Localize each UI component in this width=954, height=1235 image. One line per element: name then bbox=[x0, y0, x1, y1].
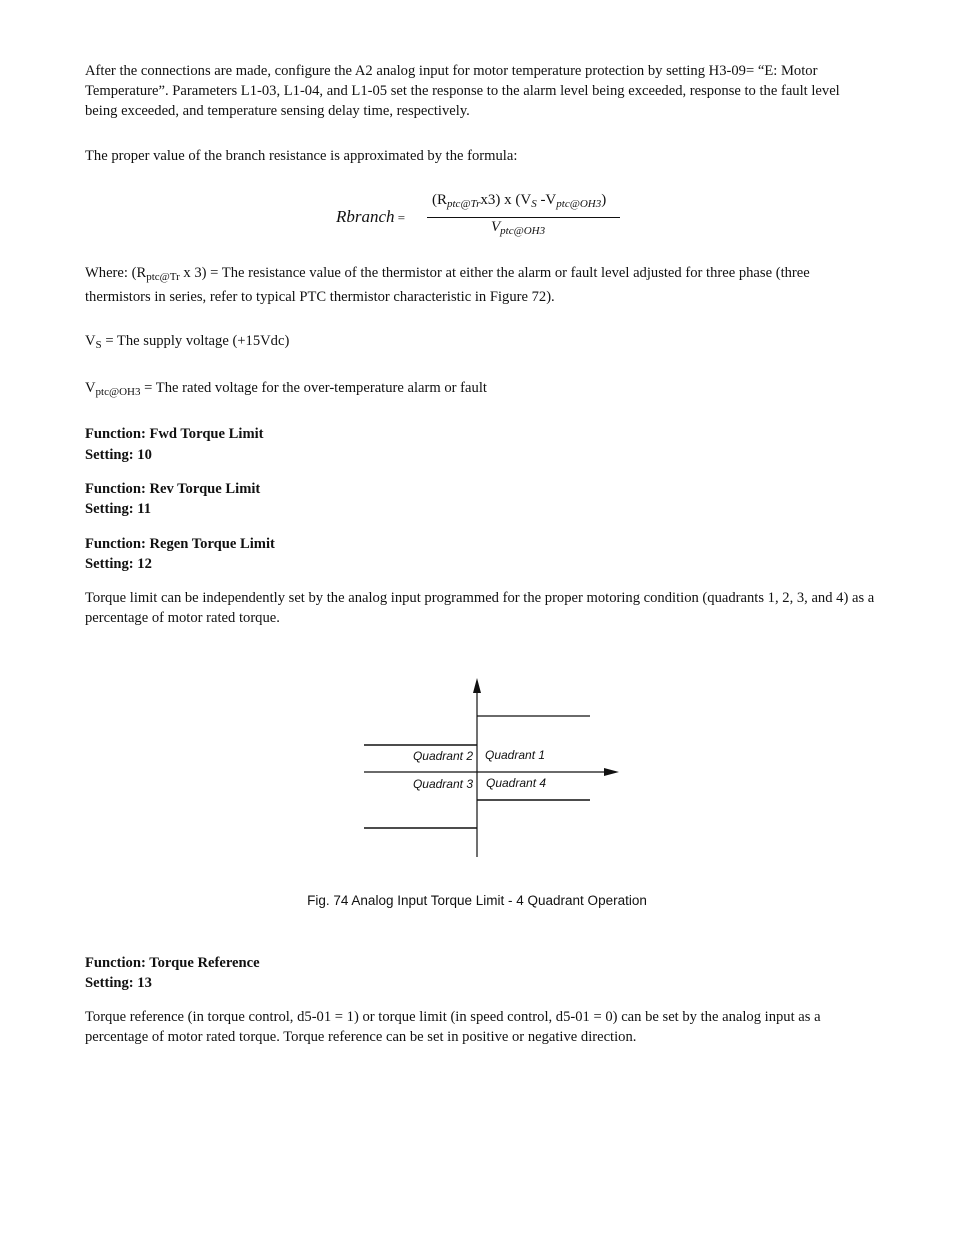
paragraph-vs: $V_S$ = The supply voltage (+15Vdc) bbox=[85, 333, 290, 351]
figure-caption: Fig. 74 Analog Input Torque Limit - 4 Quadrant Operation bbox=[307, 893, 647, 908]
setting-torque-reference: Setting: 13 bbox=[85, 975, 152, 991]
paragraph-where: Where: ($R_{ptc@Tr}$ x 3) = The resistance value of the thermistor at either the alarm or fault level adjusted for three phase (three thermistors in series, refer to typical PTC thermistor characteristic in Figure 72). bbox=[85, 265, 810, 305]
function-heading-rev-torque-limit: Function: Rev Torque Limit bbox=[85, 481, 261, 497]
setting-regen-torque-limit: Setting: 12 bbox=[85, 556, 152, 572]
setting-fwd-torque-limit: Setting: 10 bbox=[85, 447, 152, 463]
horizontal-axis-arrowhead bbox=[604, 768, 619, 776]
formula-fraction-bar bbox=[427, 217, 620, 218]
quadrant1-label: Quadrant 1 bbox=[485, 748, 546, 762]
function-heading-torque-reference: Function: Torque Reference bbox=[85, 955, 260, 971]
function-heading-fwd-torque-limit: Function: Fwd Torque Limit bbox=[85, 426, 264, 442]
paragraph-formula-intro: The proper value of the branch resistance is approximated by the formula: bbox=[85, 148, 518, 164]
vertical-axis-arrowhead bbox=[473, 678, 481, 693]
branch-resistance-formula bbox=[336, 190, 636, 244]
paragraph-config: After the connections are made, configure the A2 analog input for motor temperature protection by setting H3-09= “E: Motor Temperature”. Parameters L1-03, L1-04, and L1-05 set the response to the alarm level being exceeded, response to the fault level being exceeded, and temperature sensing delay time, respectively. bbox=[85, 63, 840, 119]
function-heading-regen-torque-limit: Function: Regen Torque Limit bbox=[85, 536, 275, 552]
setting-rev-torque-limit: Setting: 11 bbox=[85, 501, 152, 517]
quadrant-diagram bbox=[360, 675, 625, 860]
paragraph-torque-limit: Torque limit can be independently set by the analog input programmed for the proper motoring condition (quadrants 1, 2, 3, and 4) as a percentage of motor rated torque. bbox=[85, 590, 875, 626]
paragraph-torque-reference: Torque reference (in torque control, d5-01 = 1) or torque limit (in speed control, d5-01 = 0) can be set by the analog input as a percentage of motor rated torque. Torque reference can be set in positive or negative direction. bbox=[85, 1009, 821, 1045]
formula-denominator: $V_{ptc@OH3}$ bbox=[491, 219, 546, 237]
quadrant4-label: Quadrant 4 bbox=[486, 776, 547, 790]
paragraph-vptc: $V_{ptc@OH3}$ = The rated voltage for the over-temperature alarm or fault bbox=[85, 380, 487, 398]
quadrant2-label: Quadrant 2 bbox=[412, 749, 473, 763]
quadrant3-label: Quadrant 3 bbox=[412, 777, 473, 791]
quadrant-diagram-svg bbox=[360, 675, 625, 860]
formula-lhs: Rbranch = bbox=[336, 207, 406, 226]
formula-numerator: $(R_{ptc@Tr}x3)$ x ($V_S$ $-V_{ptc@OH3}$) bbox=[432, 192, 607, 210]
